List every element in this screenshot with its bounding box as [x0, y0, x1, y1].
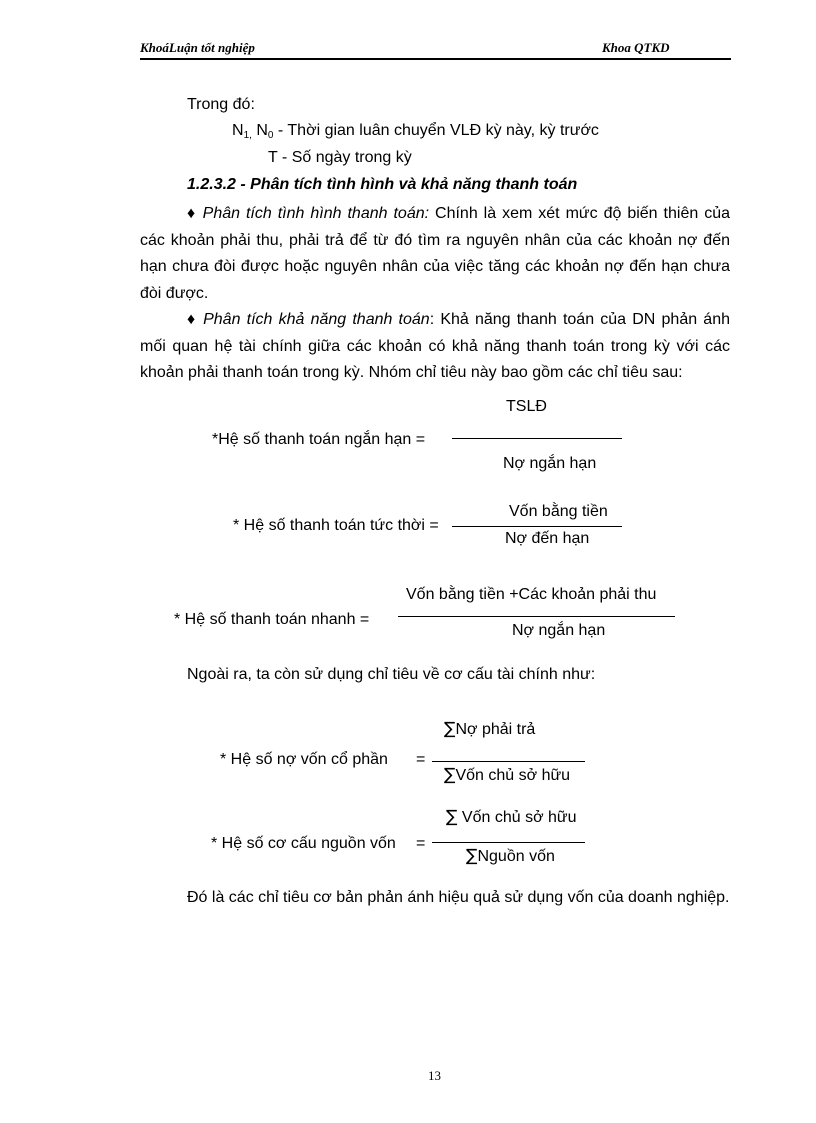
- formula-denominator: ∑Vốn chủ sở hữu: [444, 765, 571, 785]
- section-heading: 1.2.3.2 - Phân tích tình hình và khả năng thanh toán: [187, 176, 578, 193]
- sum-icon: ∑: [444, 719, 456, 739]
- formula-eq: =: [416, 835, 426, 852]
- t-definition: T - Số ngày trong kỳ: [268, 149, 412, 166]
- formula-numerator: TSLĐ: [506, 398, 547, 415]
- formula-label: * Hệ số thanh toán tức thời =: [233, 517, 439, 534]
- formula-numerator: Vốn bằng tiền +Các khoản phải thu: [406, 586, 657, 603]
- sum-icon: ∑: [446, 807, 458, 827]
- formula-label: * Hệ số nợ vốn cổ phần: [220, 751, 388, 768]
- formula-label: *Hệ số thanh toán ngắn hạn =: [212, 431, 426, 448]
- page-number: 13: [428, 1068, 441, 1083]
- sum-icon: ∑: [444, 765, 456, 785]
- formula-denominator: Nợ ngắn hạn: [503, 455, 597, 472]
- formula-denominator: ∑Nguồn vốn: [466, 846, 555, 866]
- formula-label: * Hệ số thanh toán nhanh =: [174, 611, 370, 628]
- paragraph-payment-ability: ♦ Phân tích khả năng thanh toán: Khả năng thanh toán của DN phản ánh mối quan hệ tài chính giữa các khoản có khả năng thanh toán trong kỳ với các khoản phải thanh toán trong kỳ. Nhóm chỉ tiêu này bao gồm các chỉ tiêu sau:: [140, 311, 730, 381]
- header-right-title: Khoa QTKD: [602, 40, 670, 55]
- paragraph-lead: Phân tích khả năng thanh toán: [203, 311, 430, 328]
- fraction-line: [398, 616, 675, 617]
- formula-denominator: Nợ đến hạn: [505, 530, 590, 547]
- conclusion-paragraph: Đó là các chỉ tiêu cơ bản phản ánh hiệu quả sử dụng vốn của doanh nghiệp.: [187, 889, 730, 906]
- formula-eq: =: [416, 751, 426, 768]
- formula-label: * Hệ số cơ cấu nguồn vốn: [211, 835, 396, 852]
- fraction-line: [432, 761, 585, 762]
- bullet-icon: ♦: [187, 311, 197, 328]
- header-rule: [140, 58, 731, 60]
- formula-numerator: Vốn bằng tiền: [509, 503, 608, 520]
- paragraph-lead: Phân tích tình hình thanh toán:: [202, 205, 430, 222]
- other-indicators-intro: Ngoài ra, ta còn sử dụng chỉ tiêu về cơ cấu tài chính như:: [187, 666, 596, 683]
- paragraph-payment-status: ♦ Phân tích tình hình thanh toán: Chính là xem xét mức độ biến thiên của các khoản phải thu, phải trả để từ đó tìm ra nguyên nhân của các khoản nợ đến hạn chưa đòi được hoặc nguyên nhân của việc tăng các khoản nợ đến hạn chưa đòi được.: [140, 205, 730, 302]
- fraction-line: [432, 842, 585, 843]
- fraction-line: [452, 526, 622, 527]
- n-definition: $N_{1,}$ $N_0$ - Thời gian luân chuyển VLĐ kỳ này, kỳ trước: [232, 122, 599, 141]
- trong-do-label: Trong đó:: [187, 96, 255, 113]
- formula-denominator: Nợ ngắn hạn: [512, 622, 606, 639]
- bullet-icon: ♦: [187, 205, 197, 222]
- formula-numerator: ∑ Vốn chủ sở hữu: [446, 807, 577, 827]
- formula-numerator: ∑Nợ phải trả: [444, 719, 536, 739]
- fraction-line: [452, 438, 622, 439]
- sum-icon: ∑: [466, 846, 478, 866]
- header-left-title: KhoáLuận tốt nghiệp: [140, 40, 255, 55]
